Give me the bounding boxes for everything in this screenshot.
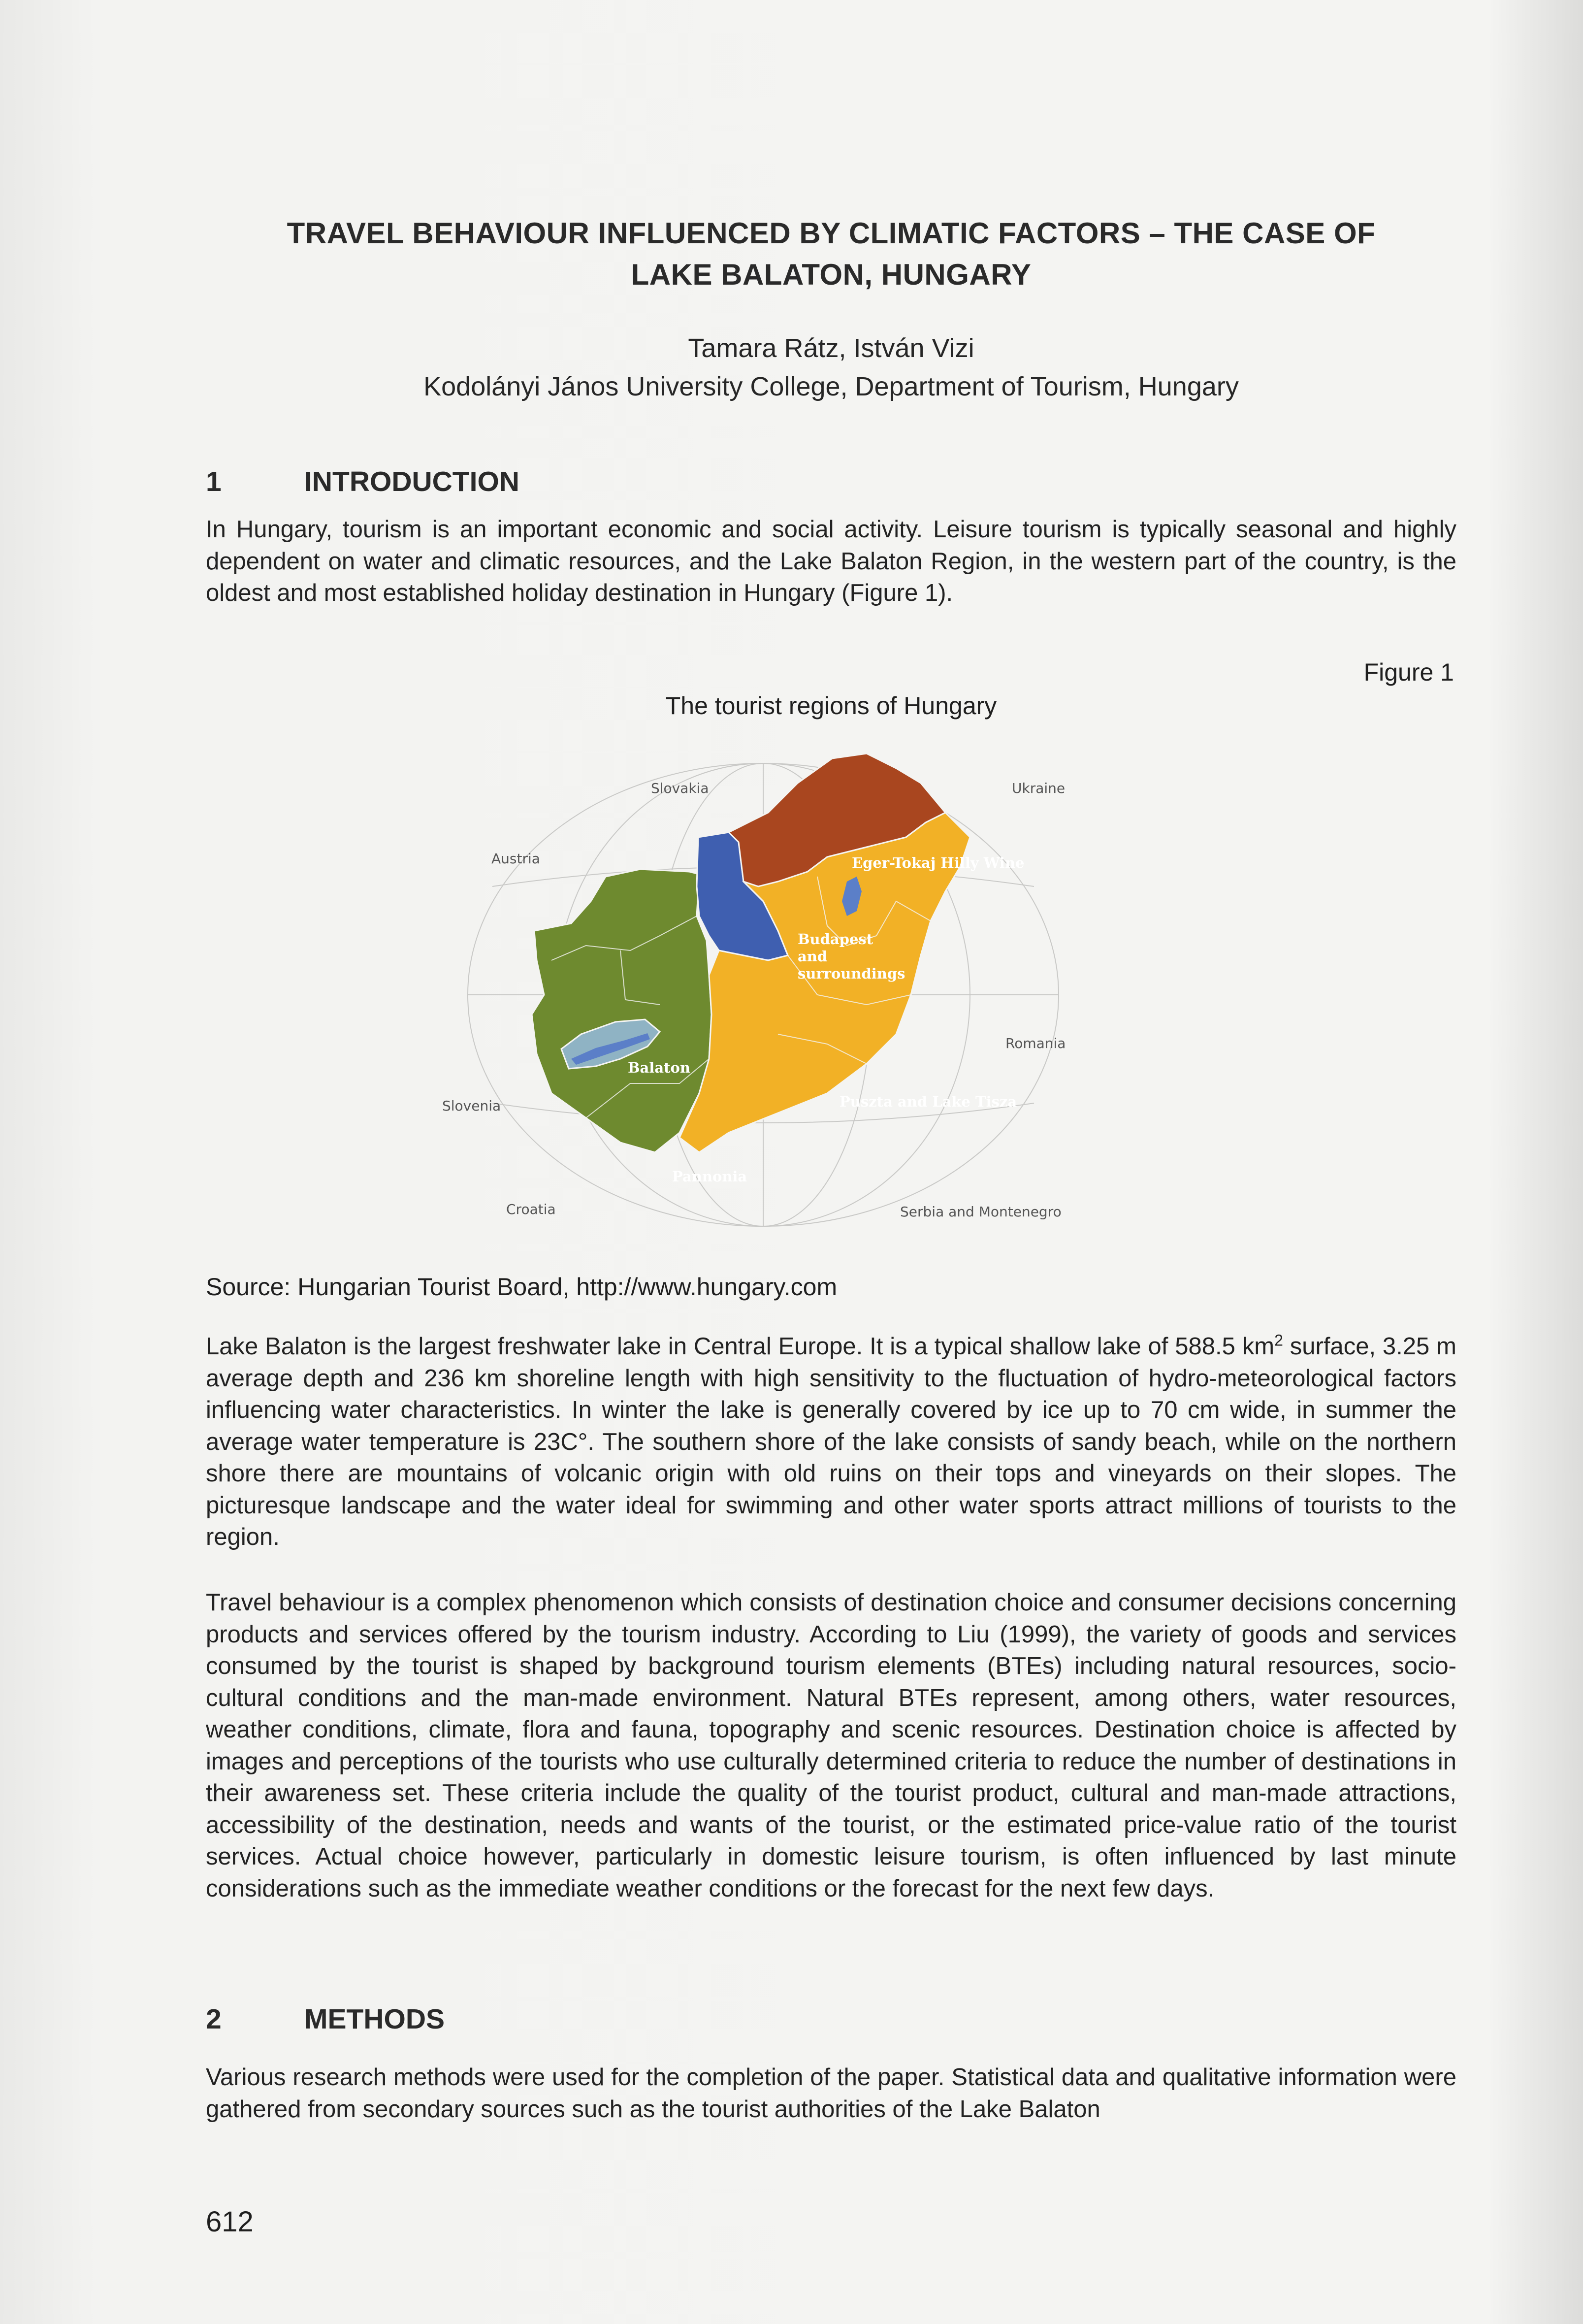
paragraph-intro: In Hungary, tourism is an important economic and social activity. Leisure tourism is typically seasonal and highly dependent on water and climatic resources, and the Lake Balaton Region, in the western part of the country, is the oldest and most established holiday destination in Hungary (Figure 1). — [206, 516, 1456, 606]
label-budapest-1: Budapest — [798, 931, 873, 948]
label-puszta: Puszta and Lake Tisza — [840, 1093, 1017, 1110]
affiliation: Kodolányi János University College, Department of Tourism, Hungary — [423, 372, 1239, 401]
paragraph-lake-balaton-part-a: Lake Balaton is the largest freshwater lake in Central Europe. It is a typical shallow lake of 588.5 km — [206, 1333, 1275, 1360]
paper-title-line-1: TRAVEL BEHAVIOUR INFLUENCED BY CLIMATIC FACTORS – THE CASE OF — [287, 217, 1376, 250]
label-budapest-2: and — [798, 948, 828, 965]
region-pannonia — [532, 869, 711, 1152]
paragraph-lake-balaton-part-b: surface, 3.25 m average depth and 236 km shoreline length with high sensitivity to the fluctuation of hydro-meteorological factors influencing water characteristics. In winter the lake is generally covered by ice up to 70 cm wide, in summer the average water temperature is 23C°. The southern shore of the lake consists of sandy beach, while on the northern shore there are mountains of volcanic origin with old ruins on their tops and vineyards on their slopes. The picturesque landscape and the water ideal for swimming and other water sports attract millions of tourists to the region. — [206, 1333, 1456, 1550]
page-number: 612 — [206, 2206, 254, 2238]
figure-source: Source: Hungarian Tourist Board, http://www.hungary.com — [206, 1273, 838, 1301]
label-slovakia: Slovakia — [651, 780, 709, 796]
section-number: 1 — [206, 466, 222, 497]
label-eger-tokaj: Eger-Tokaj Hilly Wine — [852, 854, 1025, 871]
superscript-two: 2 — [1274, 1331, 1283, 1349]
paragraph-travel-behaviour: Travel behaviour is a complex phenomenon which consists of destination choice and consumer decisions concerning products and services offered by the tourism industry. According to Liu (1999), the variety of goods and services consumed by the tourist is shaped by background tourism elements (BTEs) including natural resources, socio-cultural conditions and the man-made environment. Natural BTEs represent, among others, water resources, weather conditions, climate, flora and fauna, topography and scenic resources. Destination choice is affected by images and perceptions of the tourists who use culturally determined criteria to reduce the number of destinations in their awareness set. These criteria include the quality of the tourist product, cultural and man-made attractions, accessibility of the destination, needs and wants of the tourist, or the estimated price-value ratio of the tourist services. Actual choice however, particularly in domestic leisure tourism, is often influenced by last minute considerations such as the immediate weather conditions or the forecast for the next few days. — [206, 1589, 1456, 1902]
section-title: INTRODUCTION — [304, 466, 519, 497]
section-number: 2 — [206, 2003, 222, 2035]
authors: Tamara Rátz, István Vizi — [688, 333, 974, 363]
label-romania: Romania — [1005, 1035, 1066, 1051]
label-slovenia: Slovenia — [442, 1098, 501, 1114]
paper-title — [206, 213, 1456, 295]
label-croatia: Croatia — [506, 1201, 556, 1217]
section-title: METHODS — [304, 2003, 445, 2035]
label-austria: Austria — [491, 851, 540, 867]
label-serbia: Serbia and Montenegro — [900, 1204, 1062, 1220]
figure-label: Figure 1 — [1363, 658, 1454, 686]
hungary-tourist-regions-map — [423, 739, 1103, 1246]
paper-title-line-2: LAKE BALATON, HUNGARY — [631, 258, 1032, 291]
label-balaton: Balaton — [628, 1059, 690, 1076]
label-ukraine: Ukraine — [1012, 780, 1066, 796]
label-budapest-3: surroundings — [798, 965, 905, 982]
label-pannonia: Pannonia — [672, 1168, 747, 1185]
paragraph-methods: Various research methods were used for the completion of the paper. Statistical data and qualitative information were gathered from secondary sources such as the tourist authorities of the Lake Balaton — [206, 2064, 1456, 2123]
paragraph-lake-balaton — [206, 1331, 1456, 1553]
figure-title: The tourist regions of Hungary — [665, 692, 997, 720]
author-block — [206, 329, 1456, 406]
